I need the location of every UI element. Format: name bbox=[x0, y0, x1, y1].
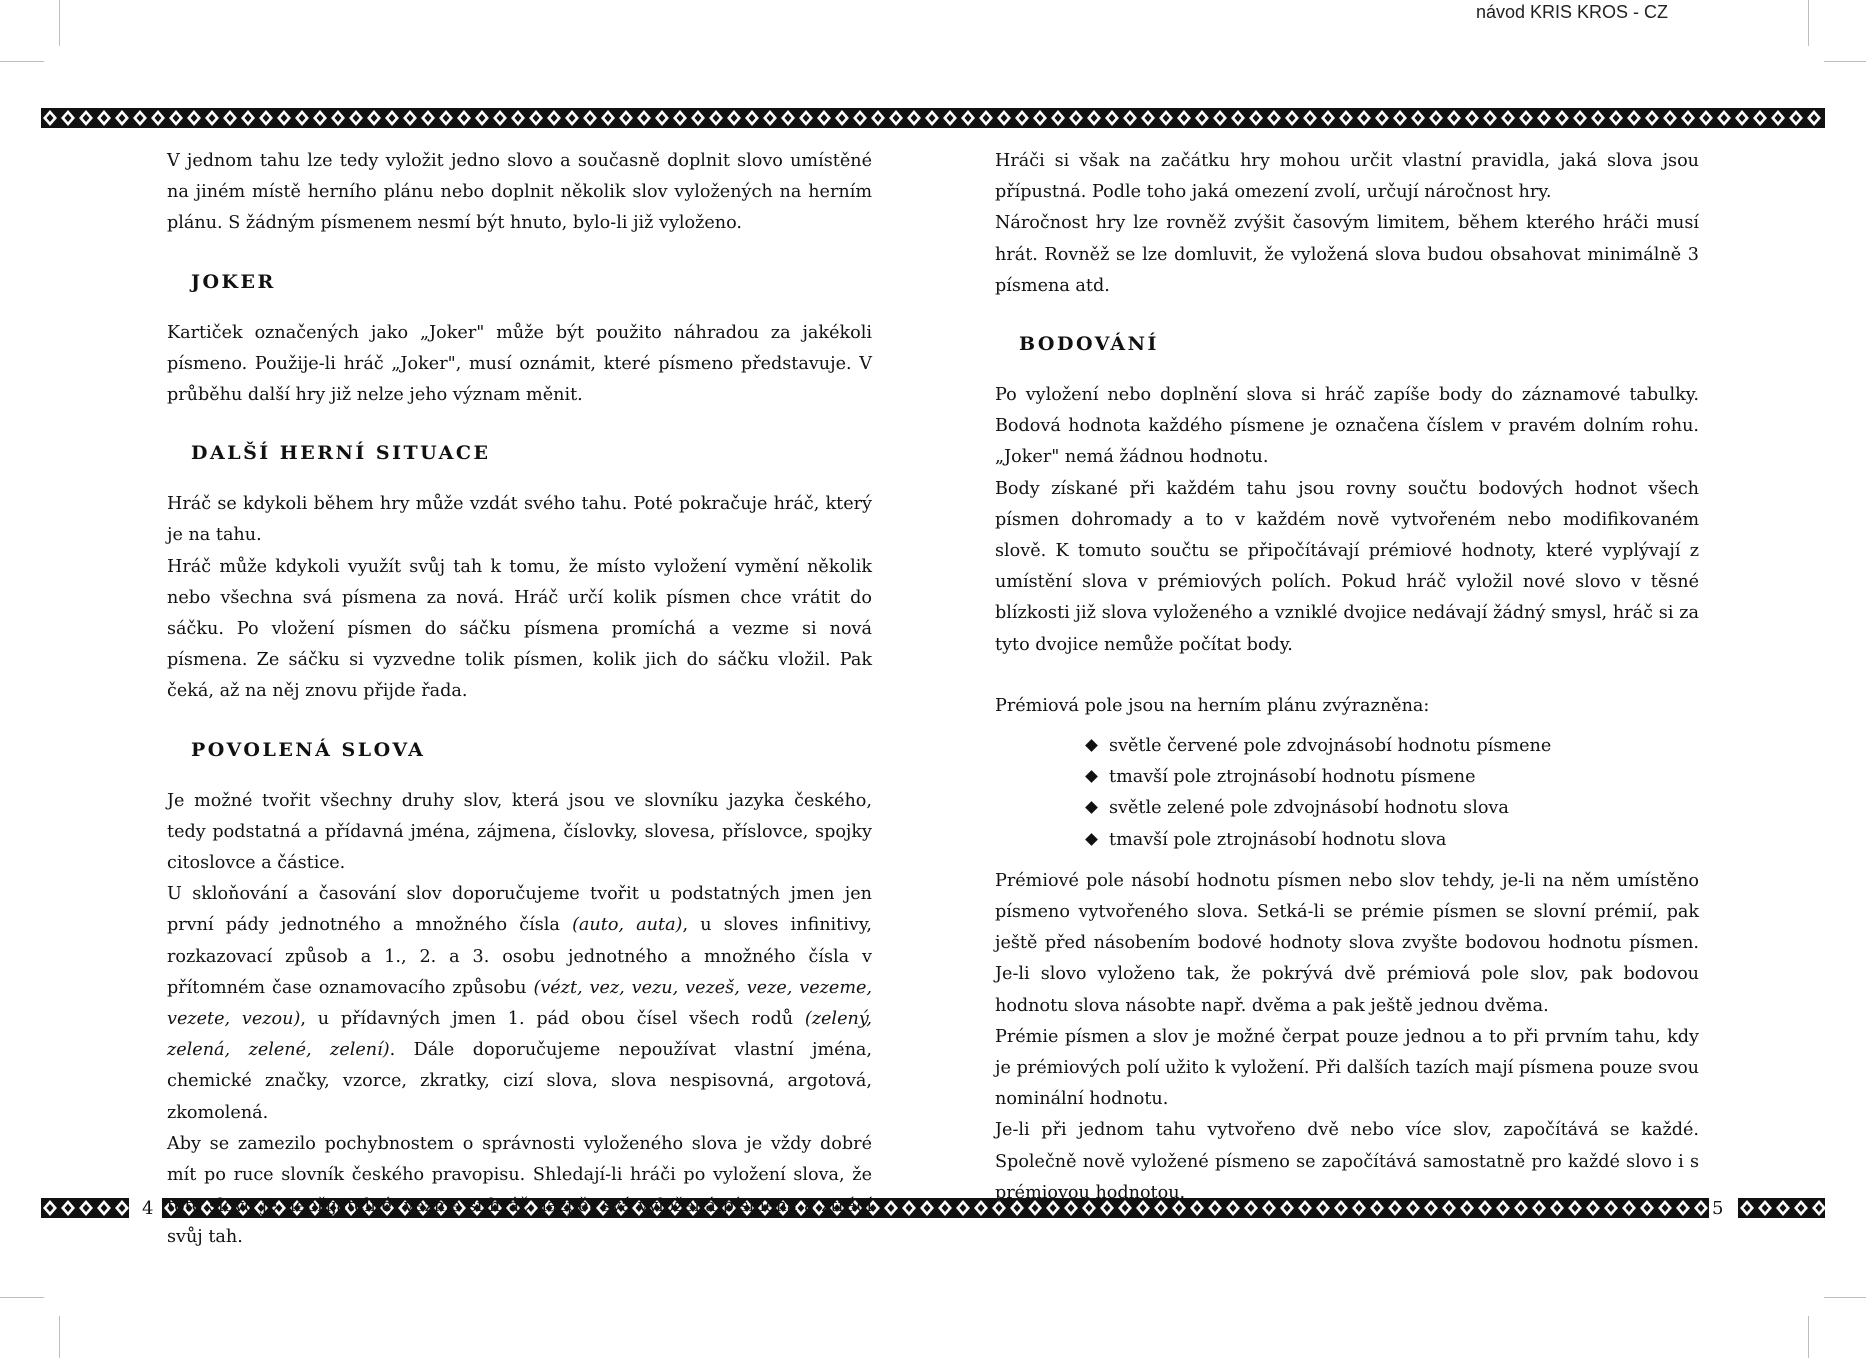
list-item: světle červené pole zdvojnásobí hodnotu písmene bbox=[1087, 731, 1699, 762]
crop-mark-bottom-left bbox=[59, 1316, 60, 1358]
allowed-paragraph-2: U skloňování a časování slov doporučujeme tvořit u podstatných jmen jen první pády jednotného a množného čísla (auto, auta), u sloves infinitivy, rozkazovací způsob a 1., 2. a 3. osobu jednotného a množného čísla v přítomném čase oznamovacího způsobu (vézt, vez, vezu, vezeš, veze, vezeme, vezete, vezou), u přídavných jmen 1. pád obou čísel všech rodů (zelený, zelená, zelené, zelení). Dále doporučujeme nepoužívat vlastní jména, chemické značky, vzorce, zkratky, cizí slova, slova nespisovná, argotová, zkomolená. bbox=[167, 884, 873, 1123]
other-paragraph-1: Hráč se kdykoli během hry může vzdát svého tahu. Poté pokračuje hráč, který je na tahu. bbox=[167, 494, 872, 546]
heading-allowed-words: POVOLENÁ SLOVA bbox=[191, 738, 426, 761]
crop-mark-bottom-right bbox=[1808, 1316, 1809, 1358]
bottom-border-left bbox=[41, 1198, 129, 1218]
heading-scoring: BODOVÁNÍ bbox=[1019, 333, 1159, 356]
list-item: světle zelené pole zdvojnásobí hodnotu slova bbox=[1087, 793, 1699, 824]
page-number-right: 5 bbox=[1712, 1198, 1724, 1219]
allowed-paragraph-3: Aby se zamezilo pochybnostem o správnosti vyloženého slova je vždy dobré mít po ruce slovník českého pravopisu. Shledají-li hráči po vyložení slova, že toto slovo je nepřijatelné, vezme si hráč nazpět svá vyložená písmena a ztrácí svůj tah. bbox=[167, 1133, 872, 1248]
list-item: tmavší pole ztrojnásobí hodnotu písmene bbox=[1087, 762, 1699, 793]
left-page-column bbox=[167, 146, 872, 1254]
other-paragraph-2: Hráč může kdykoli využít svůj tah k tomu, že místo vyložení vymění několik nebo všechna svá písmena za nová. Hráč určí kolik písmen chce vrátit do sáčku. Po vložení písmen do sáčku písmena promíchá a vezme si nová písmena. Ze sáčku si vyzvedne tolik písmen, kolik jich do sáčku vložil. Pak čeká, až na něj znovu přijde řada. bbox=[167, 556, 872, 702]
list-item: tmavší pole ztrojnásobí hodnotu slova bbox=[1087, 825, 1699, 856]
crop-mark-top-right-h bbox=[1824, 61, 1866, 62]
spacer bbox=[995, 661, 1699, 691]
page-number-left: 4 bbox=[142, 1198, 154, 1219]
heading-other-situations: DALŠÍ HERNÍ SITUACE bbox=[191, 442, 491, 465]
scoring-paragraph-2: Body získané při každém tahu jsou rovny součtu bodových hodnot všech písmen dohromady a to v každém nově vytvořeném nebo modifikovaném slově. K tomuto součtu se připočítávají prémiové hodnoty, které vyplývají z umístění slova v prémiových polích. Pokud hráč vyložil nové slovo v těsné blízkosti již slova vyloženého a vzniklé dvojice nedávají žádný smysl, hráč si za tyto dvojice nemůže počítat body. bbox=[995, 478, 1699, 655]
scoring-paragraph-1: Po vyložení nebo doplnění slova si hráč zapíše body do záznamové tabulky. Bodová hodnota každého písmene je označena číslem v pravém dolním rohu. „Joker" nemá žádnou hodnotu. bbox=[995, 385, 1699, 468]
intro-paragraph: V jednom tahu lze tedy vyložit jedno slovo a současně doplnit slovo umístěné na jiném místě herního plánu nebo doplnit několik slov vyložených na herním plánu. S žádným písmenem nesmí být hnuto, bylo-li již vyloženo. bbox=[167, 151, 872, 234]
premium-list bbox=[1087, 731, 1699, 856]
scoring-paragraph-3: Prémiové pole násobí hodnotu písmen nebo slov tehdy, je-li na něm umístěno písmeno vytvořeného slova. Setká-li se prémie písmen se slovní prémií, pak ještě před násobením bodové hodnoty slova zvyšte bodovou hodnotu písmen. Je-li slovo vyloženo tak, že pokrývá dvě prémiová pole slov, pak bodovou hodnotu slova násobte např. dvěma a pak ještě jednou dvěma. bbox=[995, 870, 1699, 1016]
right-page-column bbox=[995, 146, 1699, 1209]
crop-mark-top-left-h bbox=[0, 61, 44, 62]
premium-intro: Prémiová pole jsou na herním plánu zvýrazněna: bbox=[995, 695, 1430, 716]
top-border bbox=[41, 108, 1825, 128]
header-title: návod KRIS KROS - CZ bbox=[1475, 2, 1668, 22]
joker-paragraph: Kartiček označených jako „Joker" může být použito náhradou za jakékoli písmeno. Použije-li hráč „Joker", musí oznámit, které písmeno představuje. V průběhu další hry již nelze jeho význam měnit. bbox=[167, 322, 872, 406]
rules-paragraph-2: Náročnost hry lze rovněž zvýšit časovým limitem, během kterého hráči musí hrát. Rovněž se lze domluvit, že vyložená slova budou obsahovat minimálně 3 písmena atd. bbox=[995, 213, 1699, 296]
crop-mark-top-left bbox=[59, 0, 60, 46]
crop-mark-top-right bbox=[1808, 0, 1809, 46]
scoring-paragraph-5: Je-li při jednom tahu vytvořeno dvě nebo více slov, započítává se každé. Společně nově vyložené písmeno se započítává samostatně pro každé slovo i s prémiovou hodnotou. bbox=[995, 1120, 1699, 1203]
allowed-paragraph-1: Je možné tvořit všechny druhy slov, která jsou ve slovníku jazyka českého, tedy podstatná a přídavná jména, zájmena, číslovky, slovesa, příslovce, spojky citoslovce a částice. bbox=[167, 790, 872, 874]
rules-paragraph-1: Hráči si však na začátku hry mohou určit vlastní pravidla, jaká slova jsou přípustná. Podle toho jaká omezení zvolí, určují náročnost hry. bbox=[995, 151, 1699, 203]
crop-mark-bottom-left-h bbox=[0, 1297, 44, 1298]
bottom-border-right bbox=[1738, 1198, 1825, 1218]
scoring-paragraph-4: Prémie písmen a slov je možné čerpat pouze jednou a to při prvním tahu, kdy je prémiových polí užito k vyložení. Při dalších tazích mají písmena pouze svou nominální hodnotu. bbox=[995, 1026, 1699, 1110]
crop-mark-bottom-right-h bbox=[1824, 1297, 1866, 1298]
heading-joker: JOKER bbox=[191, 270, 276, 293]
